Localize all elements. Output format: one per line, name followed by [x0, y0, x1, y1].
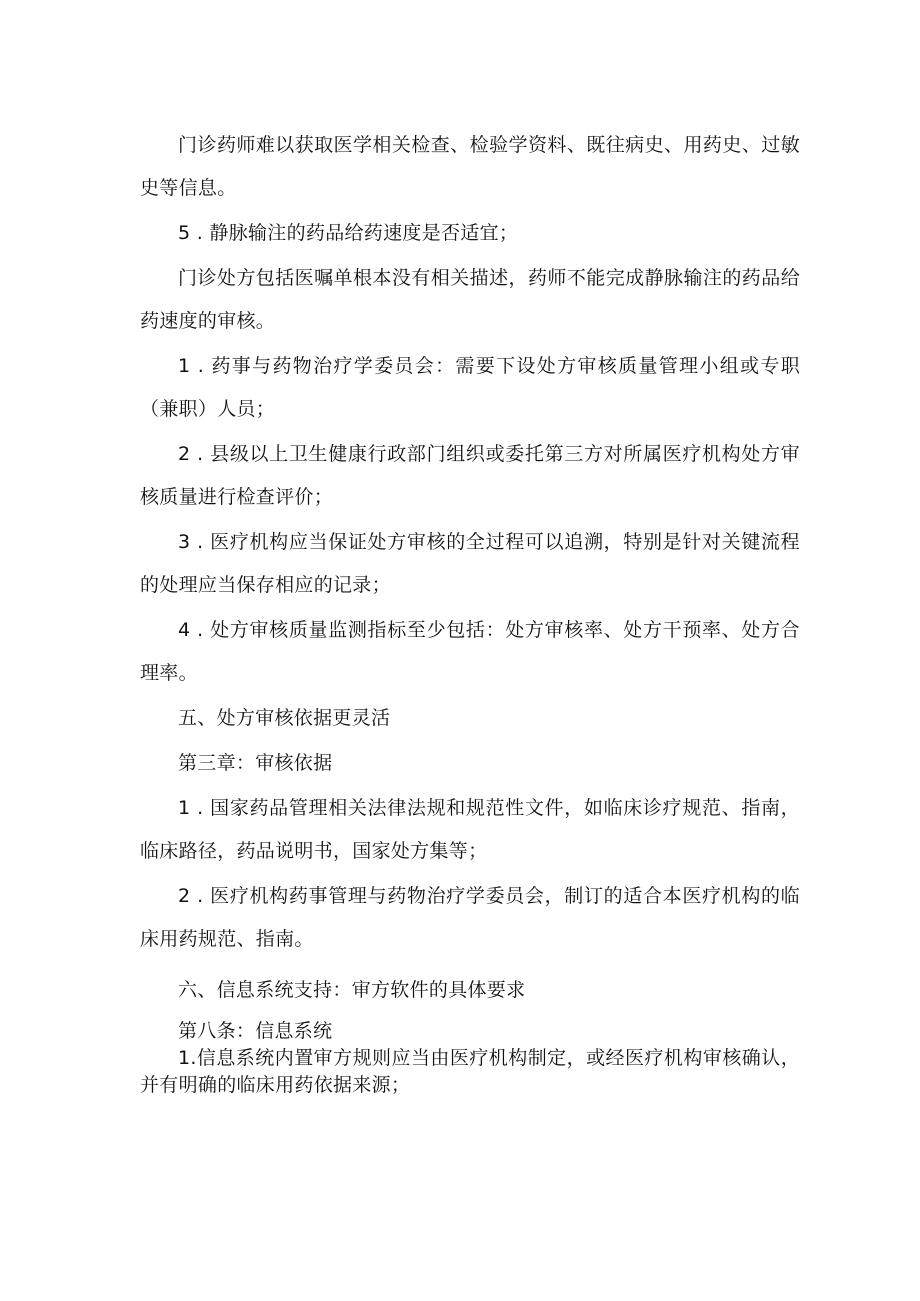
paragraph-item-1-committee: 1 . 药事与药物治疗学委员会：需要下设处方审核质量管理小组或专职（兼职）人员； — [140, 355, 800, 420]
section-heading-five: 五、处方审核依据更灵活 — [178, 707, 391, 729]
chapter-heading-three: 第三章：审核依据 — [178, 752, 333, 774]
article-eight-heading: 第八条：信息系统 — [178, 1020, 333, 1042]
section-heading-six: 六、信息系统支持：审方软件的具体要求 — [178, 979, 526, 1001]
document-body — [140, 124, 800, 1099]
paragraph-item-4-indicators: 4 . 处方审核质量监测指标至少包括：处方审核率、处方干预率、处方合理率。 — [140, 619, 800, 684]
paragraph-item-5-infusion-speed: 5 . 静脉输注的药品给药速度是否适宜； — [178, 222, 519, 244]
paragraph-history-info: 门诊药师难以获取医学相关检查、检验学资料、既往病史、用药史、过敏史等信息。 — [140, 134, 800, 199]
paragraph-basis-2: 2 . 医疗机构药事管理与药物治疗学委员会，制订的适合本医疗机构的临床用药规范、指南。 — [140, 885, 800, 950]
paragraph-basis-1: 1 . 国家药品管理相关法律法规和规范性文件，如临床诊疗规范、指南，临床路径，药品说明书，国家处方集等； — [140, 797, 800, 862]
compact-section — [140, 1018, 800, 1099]
paragraph-item-3-traceability: 3 . 医疗机构应当保证处方审核的全过程可以追溯，特别是针对关键流程的处理应当保存相应的记录； — [140, 531, 800, 596]
paragraph-infusion-review: 门诊处方包括医嘱单根本没有相关描述，药师不能完成静脉输注的药品给药速度的审核。 — [140, 267, 800, 332]
paragraph-rules-source: 1.信息系统内置审方规则应当由医疗机构制定，或经医疗机构审核确认，并有明确的临床用药依据来源； — [140, 1047, 800, 1096]
paragraph-item-2-evaluation: 2 . 县级以上卫生健康行政部门组织或委托第三方对所属医疗机构处方审核质量进行检查评价； — [140, 443, 800, 508]
